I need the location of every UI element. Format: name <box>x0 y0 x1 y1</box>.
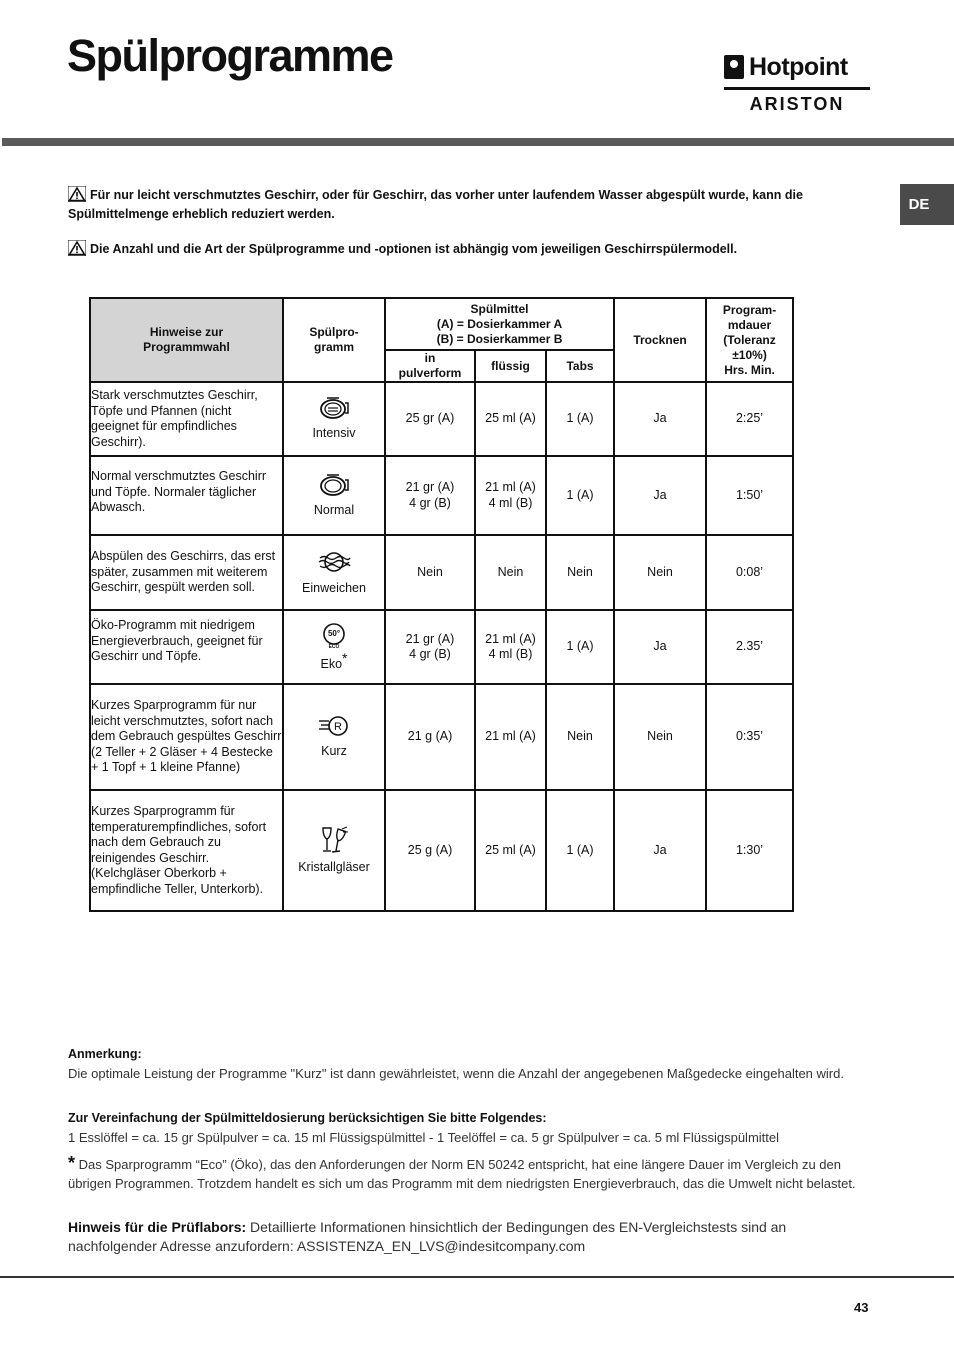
header-hint: Hinweise zur Programmwahl <box>90 298 283 382</box>
page-number: 43 <box>854 1300 869 1315</box>
program-name: Eko <box>320 657 343 672</box>
header-tabs: Tabs <box>546 350 614 382</box>
hotpoint-logo-mark-icon <box>724 55 744 79</box>
page-title: Spülprogramme <box>67 30 393 81</box>
liquid-a: 21 ml (A) <box>485 480 536 494</box>
row-powder <box>385 610 475 684</box>
eco-footnote <box>68 1154 868 1193</box>
row-liquid <box>475 456 546 535</box>
warning-text: Für nur leicht verschmutztes Geschirr, oder für Geschirr, das vorher unter laufendem Wasser abgespült wurde, kann die Spülmittelmenge erheblich reduziert werden. <box>68 188 803 221</box>
brand-logo <box>724 52 870 115</box>
warning-triangle-icon <box>68 240 86 256</box>
powder-b: 4 gr (B) <box>409 495 451 510</box>
row-liquid: 25 ml (A) <box>475 382 546 456</box>
row-liquid <box>475 610 546 684</box>
table-row <box>90 790 793 911</box>
row-powder: Nein <box>385 535 475 610</box>
eco-icon-temp: 50° <box>327 629 341 639</box>
liquid-b: 4 ml (B) <box>488 647 533 661</box>
row-duration: 0:08’ <box>706 535 793 610</box>
row-drying: Ja <box>614 790 706 911</box>
table-row <box>90 684 793 790</box>
dosage-note <box>68 1108 868 1147</box>
soak-icon <box>317 549 351 575</box>
eco-footnote-text: Das Sparprogramm “Eco” (Öko), das den Anforderungen der Norm EN 50242 entspricht, hat eine längere Dauer im Vergleich zu den übrigen Programmen. Trotzdem handelt es sich um das Programm mit dem niedrigsten Energieverbrauch, das die Umwelt nicht belastet. <box>68 1157 856 1191</box>
eco-icon-label: ECO <box>328 644 340 650</box>
row-powder: 25 g (A) <box>385 790 475 911</box>
row-hint: Kurzes Sparprogramm für nur leicht verschmutztes, sofort nach dem Gebrauch gespültes Geschirr (2 Teller + 2 Gläser + 4 Bestecke + 1 Topf + 1 kleine Pfanne) <box>90 684 283 790</box>
warning-note-2 <box>68 240 828 259</box>
row-liquid: Nein <box>475 535 546 610</box>
row-tabs: Nein <box>546 535 614 610</box>
language-tab: DE <box>900 184 954 225</box>
row-duration: 0:35’ <box>706 684 793 790</box>
table-row <box>90 535 793 610</box>
row-duration: 2.35’ <box>706 610 793 684</box>
row-drying: Ja <box>614 382 706 456</box>
row-hint: Öko-Programm mit niedrigem Energieverbrauch, geeignet für Geschirr und Töpfe. <box>90 610 283 684</box>
logo-subbrand: ARISTON <box>749 94 845 114</box>
footer-divider <box>0 1276 954 1278</box>
row-tabs: 1 (A) <box>546 610 614 684</box>
table-row <box>90 456 793 535</box>
program-name: Kristallgläser <box>298 859 370 874</box>
header-divider-bar <box>2 138 954 146</box>
remark-title: Anmerkung: <box>68 1047 142 1061</box>
eco-50-icon <box>321 621 347 649</box>
rapid-r-icon <box>317 714 351 738</box>
row-duration: 1:50’ <box>706 456 793 535</box>
warning-text: Die Anzahl und die Art der Spülprogramme und -optionen ist abhängig vom jeweiligen Geschirrspülermodell. <box>90 242 738 256</box>
rapid-icon-letter: R <box>334 721 342 734</box>
row-drying: Nein <box>614 535 706 610</box>
intensive-pot-icon <box>317 396 351 420</box>
row-program <box>283 535 385 610</box>
powder-b: 4 gr (B) <box>409 647 451 661</box>
programme-table <box>89 297 794 912</box>
row-program <box>283 382 385 456</box>
logo-divider <box>724 87 870 90</box>
remark-text: Die optimale Leistung der Programme "Kurz" ist dann gewährleistet, wenn die Anzahl der angegebenen Maßgedecke eingehalten wird. <box>68 1066 844 1081</box>
lab-note <box>68 1218 868 1256</box>
lab-title: Hinweis für die Prüflabors: <box>68 1219 247 1235</box>
table-row <box>90 610 793 684</box>
row-drying: Nein <box>614 684 706 790</box>
powder-a: 21 gr (A) <box>405 631 455 646</box>
row-hint: Kurzes Sparprogramm für temperaturempfindliches, sofort nach dem Gebrauch zu reinigendes Geschirr. (Kelchgläser Oberkorb + empfindliche Teller, Unterkorb). <box>90 790 283 911</box>
row-tabs: 1 (A) <box>546 790 614 911</box>
row-powder: 25 gr (A) <box>385 382 475 456</box>
header-duration: Program- mdauer (Toleranz ±10%) Hrs. Min. <box>706 298 793 382</box>
header-liquid: flüssig <box>475 350 546 382</box>
row-hint: Abspülen des Geschirrs, das erst später, zusammen mit weiterem Geschirr, gespült werden soll. <box>90 535 283 610</box>
row-program <box>283 456 385 535</box>
header-drying: Trocknen <box>614 298 706 382</box>
row-tabs: 1 (A) <box>546 382 614 456</box>
row-tabs: 1 (A) <box>546 456 614 535</box>
row-hint: Stark verschmutztes Geschirr, Töpfe und Pfannen (nicht geeignet für empfindliches Geschirr). <box>90 382 283 456</box>
program-name: Einweichen <box>302 580 366 595</box>
row-program <box>283 790 385 911</box>
row-liquid: 25 ml (A) <box>475 790 546 911</box>
row-duration: 1:30’ <box>706 790 793 911</box>
program-name: Normal <box>313 502 355 517</box>
powder-a: 21 gr (A) <box>405 480 455 494</box>
normal-pot-icon <box>317 473 351 497</box>
table-row <box>90 382 793 456</box>
header-program: Spülpro- gramm <box>283 298 385 382</box>
dosage-text: 1 Esslöffel = ca. 15 gr Spülpulver = ca. 15 ml Flüssigspülmittel - 1 Teelöffel = ca. 5 gr Spülpulver = ca. 5 ml Flüssigspülmittel <box>68 1130 780 1145</box>
row-powder: 21 g (A) <box>385 684 475 790</box>
program-name: Intensiv <box>312 426 356 441</box>
crystal-glasses-icon <box>319 826 349 854</box>
liquid-a: 21 ml (A) <box>485 631 536 646</box>
row-drying: Ja <box>614 456 706 535</box>
row-tabs: Nein <box>546 684 614 790</box>
row-program <box>283 684 385 790</box>
header-powder: in pulverform <box>385 350 475 382</box>
warning-note-1 <box>68 186 828 224</box>
program-name: Kurz <box>321 744 347 759</box>
liquid-b: 4 ml (B) <box>488 495 533 510</box>
eco-footnote-star: * <box>68 1153 76 1173</box>
header-detergent: Spülmittel (A) = Dosierkammer A (B) = Dosierkammer B <box>385 298 614 350</box>
row-program <box>283 610 385 684</box>
remark-note <box>68 1044 868 1083</box>
row-powder <box>385 456 475 535</box>
row-duration: 2:25’ <box>706 382 793 456</box>
row-drying: Ja <box>614 610 706 684</box>
row-hint: Normal verschmutztes Geschirr und Töpfe. Normaler täglicher Abwasch. <box>90 456 283 535</box>
eco-footnote-mark: * <box>342 650 348 667</box>
row-liquid: 21 ml (A) <box>475 684 546 790</box>
warning-triangle-icon <box>68 186 86 202</box>
dosage-title: Zur Vereinfachung der Spülmitteldosierung berücksichtigen Sie bitte Folgendes: <box>68 1111 547 1125</box>
lab-text: Detaillierte Informationen hinsichtlich der Bedingungen des EN-Vergleichstests sind an nachfolgender Adresse anzufordern: ASSISTENZA_EN_LVS@indesitcompany.com <box>68 1219 787 1254</box>
logo-brand-name: Hotpoint <box>749 53 848 81</box>
